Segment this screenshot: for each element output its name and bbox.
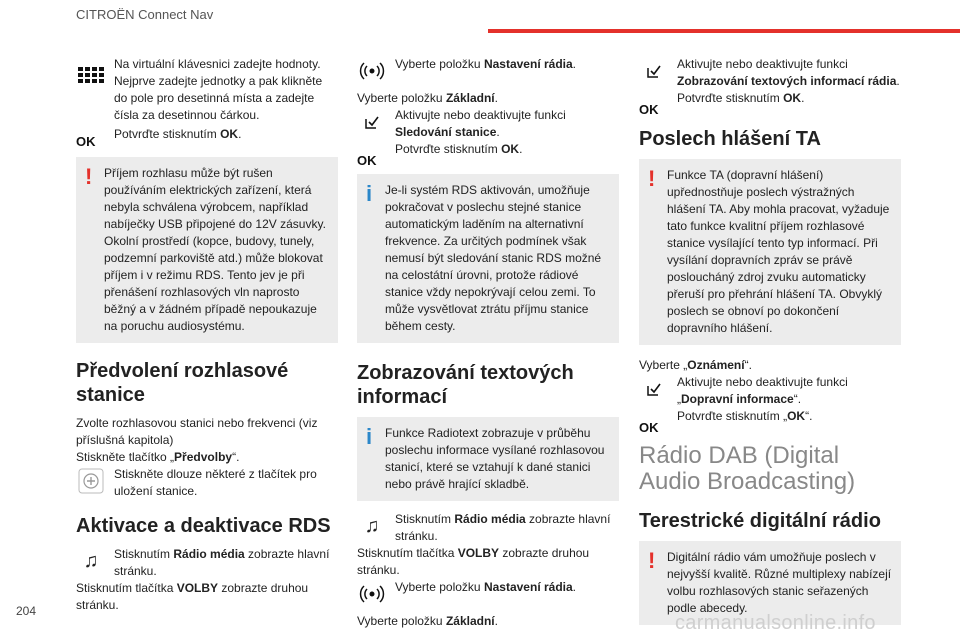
c2p5-pre: Stisknutím [395,512,455,526]
c3p2-pre: Potvrďte stisknutím [677,91,784,105]
c2p2-pre: Vyberte položku [357,91,446,105]
keyboard-instruction [76,56,338,124]
heading-text-info: Zobrazování textových informací [357,362,574,408]
confirm-step [76,126,338,149]
preset-step [76,466,338,500]
c2p1-bold: Nastavení rádia [483,57,573,71]
warning-text-2: Digitální rádio vám umožňuje poslech v nejvyšší kvalitě. Různé multiplexy nabízejí volbu rozhlasových stanic seřazených podle abecedy. [667,550,892,615]
c2-radio-settings-2 [357,579,619,609]
rds-post: zobrazte hlavní stránku. [114,547,330,578]
c2p2-bold: Základní [445,91,495,105]
keyboard-icon [76,60,106,90]
rds-step-2 [76,580,338,614]
c3p2-bold: OK [783,91,802,105]
warning-icon: ! [85,164,93,189]
c3p5-bold: OK [787,409,806,423]
c3p1-pre: Aktivujte nebo deaktivujte funkci [677,57,848,71]
column-1 [76,56,338,614]
preset-text-2 [76,449,338,466]
rds-bold: Rádio média [173,547,245,561]
watermark: carmanualsonline.info [675,612,876,634]
info-text: Je-li systém RDS aktivován, umožňuje pokračovat v poslechu stejné stanice automatickým laděním na alternativní frekvence. Za určitých podmínek však nemusí být sledování stanic RDS možné na celostátní úrovni, protože rádiové stanice vždy nepokrývají celou zemi. To může vysvětlovat ztrátu příjmu stanice během cesty. [385,183,602,333]
confirm-post: . [238,127,242,141]
c2p6-post: zobrazte druhou stránku. [357,546,590,577]
warning-text: Příjem rozhlasu může být rušen používáním elektrických zařízení, která nebyla schválena výrobcem, například nabíječky USB připojené do 12V zásuvky. Okolní prostředí (kopce, budovy, tunely, podzemní parkoviště atd.) může blokovat příjem i v režimu RDS. Tento jev je při přenášení rozhlasových vln naprosto běžný a v žádném případě nepoukazuje na poruchu audiosystému. [104,166,326,333]
c2-confirm-step [357,141,619,168]
rds-pre: Stisknutím [114,547,174,561]
keyboard-text: Na virtuální klávesnici zadejte hodnoty. Nejprve zadejte jednotky a pak klikněte do pole pro desetinná místa a zadejte čísla za desetinnou čárkou. [114,57,323,122]
c3-confirm-step-2 [639,408,901,435]
c3-confirm-step [639,90,901,117]
c3p3-post: “. [744,358,752,372]
radio-signal-icon [357,579,387,609]
heading-terrestrial: Terestrické digitální rádio [639,510,881,532]
rds2-post: zobrazte druhou stránku. [76,581,309,612]
header-title: CITROËN Connect Nav [76,7,214,22]
add-preset-icon [76,466,106,496]
c2-basic [357,90,619,107]
c2p3-pre: Aktivujte nebo deaktivujte funkci [395,108,566,122]
ok-icon: OK [639,419,659,435]
checkbox-icon [639,56,669,86]
info-icon: i [366,424,373,449]
c2p4-bold: OK [501,142,520,156]
preset-post: “. [232,450,240,464]
column-2 [357,56,619,630]
column-3 [639,56,901,631]
rds2-bold: VOLBY [176,581,219,595]
c2p8-pre: Vyberte položku [357,614,446,628]
confirm-text: Potvrďte stisknutím [114,127,221,141]
c2p2-post: . [494,91,498,105]
ok-icon: OK [76,133,96,149]
info-text-2: Funkce Radiotext zobrazuje v průběhu poslechu informace vysílané rozhlasovou stanicí, které se vztahují k dané stanici nebo právě hrající skladbě. [385,426,605,491]
preset-text-3: Stiskněte dlouze některé z tlačítek pro uložení stanice. [114,467,317,498]
warning-text: Funkce TA (dopravní hlášení) upřednostňuje poslech výstražných hlášení TA. Aby mohla pracovat, vyžaduje tato funkce kvalitní příjem rozhlasové stanice vysílající tento typ informací. Při vysílání dopravních zpráv se právě posloucháný zdroj zvuku automaticky přeruší pro přehrání hlášení TA. Obvyklý poslech se obnoví po dokončení dopravního hlášení. [667,168,890,335]
heading-preset: Předvolení rozhlasové stanice [76,360,289,406]
preset-bold: Předvolby [174,450,233,464]
info-box [357,174,619,343]
c2-basic-2 [357,613,619,630]
c2-toggle-step [357,107,619,141]
ok-icon: OK [357,152,377,168]
c3-toggle-step [639,56,901,90]
checkbox-icon [639,374,669,404]
c3p3-bold: Oznámení [687,358,745,372]
radio-signal-icon [357,56,387,86]
c3-traffic-step [639,374,901,408]
music-note-icon: ♫ [364,514,380,537]
heading-ta: Poslech hlášení TA [639,128,821,150]
warning-box [639,159,901,345]
c3p2-post: . [801,91,805,105]
c2p5-bold: Rádio média [454,512,526,526]
checkbox-icon [357,107,387,137]
c3p1-bold: Zobrazování textových informací rádia [677,74,897,88]
c2-options [357,545,619,579]
warning-box [76,157,338,343]
c2p7-post: . [572,580,577,594]
rds-step-1 [76,546,338,580]
c3p4-pre: Aktivujte nebo deaktivujte funkci „ [677,375,848,406]
info-icon: i [366,181,373,206]
c2p7-bold: Nastavení rádia [483,580,573,594]
warning-icon: ! [648,166,656,191]
heading-dab: Rádio DAB (Digital Audio Broadcasting) [639,442,856,495]
c2p6-bold: VOLBY [457,546,500,560]
c3p3-pre: Vyberte „ [639,358,688,372]
preset-text-1: Zvolte rozhlasovou stanici nebo frekvenci (viz příslušná kapitola) [76,416,318,447]
c2p4-post: . [519,142,523,156]
c2-media-step [357,511,619,545]
c3p4-post: “. [793,392,802,406]
c3p4-bold: Dopravní informace [681,392,794,406]
c2p8-bold: Základní [445,614,495,628]
c2p8-post: . [494,614,498,628]
c3p5-post: “. [805,409,813,423]
preset-pre: Stiskněte tlačítko „ [76,450,175,464]
c3p1-post: . [896,74,900,88]
radio-settings-step [357,56,619,86]
c2p6-pre: Stisknutím tlačítka [357,546,458,560]
c2p1-pre: Vyberte položku [395,57,484,71]
c2p1-post: . [572,57,577,71]
heading-rds: Aktivace a deaktivace RDS [76,515,331,537]
info-box-2 [357,417,619,501]
music-note-icon: ♫ [83,549,99,572]
c3-announce [639,357,901,374]
c3p5-pre: Potvrďte stisknutím „ [677,409,788,423]
c2p4-pre: Potvrďte stisknutím [395,142,502,156]
page-number: 204 [16,604,37,618]
warning-icon: ! [648,548,656,573]
confirm-ok: OK [220,127,239,141]
rds2-pre: Stisknutím tlačítka [76,581,177,595]
c2p7-pre: Vyberte položku [395,580,484,594]
header-accent-bar [488,29,960,33]
ok-icon: OK [639,101,659,117]
c2p5-post: zobrazte hlavní stránku. [395,512,611,543]
c2p3-post: . [496,125,500,139]
c2p3-bold: Sledování stanice [395,125,497,139]
